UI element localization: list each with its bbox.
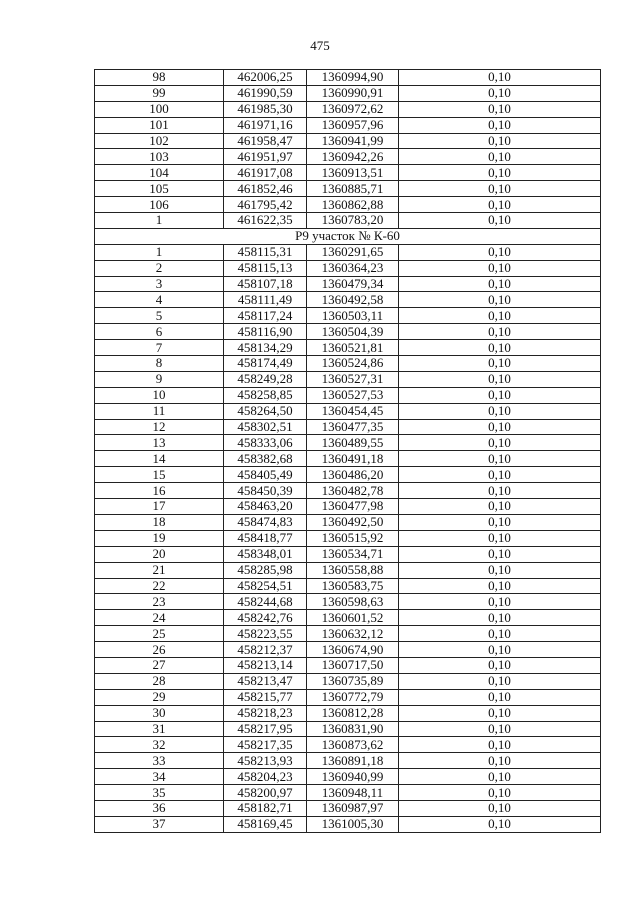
x-coordinate-cell: 458134,29 bbox=[224, 340, 307, 356]
point-number-cell: 104 bbox=[95, 165, 224, 181]
y-coordinate-cell: 1360942,26 bbox=[307, 149, 399, 165]
point-number-cell: 35 bbox=[95, 785, 224, 801]
table-row bbox=[95, 689, 601, 705]
value-cell: 0,10 bbox=[399, 753, 601, 769]
table-row bbox=[95, 578, 601, 594]
x-coordinate-cell: 458405,49 bbox=[224, 467, 307, 483]
table-row bbox=[95, 213, 601, 229]
value-cell: 0,10 bbox=[399, 371, 601, 387]
y-coordinate-cell: 1360601,52 bbox=[307, 610, 399, 626]
y-coordinate-cell: 1360990,91 bbox=[307, 85, 399, 101]
y-coordinate-cell: 1360291,65 bbox=[307, 244, 399, 260]
value-cell: 0,10 bbox=[399, 419, 601, 435]
table-row bbox=[95, 785, 601, 801]
point-number-cell: 1 bbox=[95, 213, 224, 229]
value-cell: 0,10 bbox=[399, 149, 601, 165]
table-row bbox=[95, 276, 601, 292]
point-number-cell: 19 bbox=[95, 530, 224, 546]
y-coordinate-cell: 1360489,55 bbox=[307, 435, 399, 451]
point-number-cell: 36 bbox=[95, 800, 224, 816]
table-row bbox=[95, 562, 601, 578]
value-cell: 0,10 bbox=[399, 324, 601, 340]
y-coordinate-cell: 1360812,28 bbox=[307, 705, 399, 721]
x-coordinate-cell: 461622,35 bbox=[224, 213, 307, 229]
point-number-cell: 23 bbox=[95, 594, 224, 610]
y-coordinate-cell: 1360491,18 bbox=[307, 451, 399, 467]
table-row bbox=[95, 70, 601, 86]
x-coordinate-cell: 461971,16 bbox=[224, 117, 307, 133]
x-coordinate-cell: 458117,24 bbox=[224, 308, 307, 324]
table-row bbox=[95, 356, 601, 372]
value-cell: 0,10 bbox=[399, 70, 601, 86]
x-coordinate-cell: 458450,39 bbox=[224, 483, 307, 499]
value-cell: 0,10 bbox=[399, 483, 601, 499]
value-cell: 0,10 bbox=[399, 467, 601, 483]
table-row bbox=[95, 721, 601, 737]
table-row bbox=[95, 594, 601, 610]
value-cell: 0,10 bbox=[399, 85, 601, 101]
table-row bbox=[95, 149, 601, 165]
x-coordinate-cell: 458258,85 bbox=[224, 387, 307, 403]
y-coordinate-cell: 1360885,71 bbox=[307, 181, 399, 197]
value-cell: 0,10 bbox=[399, 816, 601, 832]
table-row bbox=[95, 816, 601, 832]
table-row bbox=[95, 308, 601, 324]
table-row bbox=[95, 530, 601, 546]
x-coordinate-cell: 461985,30 bbox=[224, 101, 307, 117]
x-coordinate-cell: 458169,45 bbox=[224, 816, 307, 832]
x-coordinate-cell: 458204,23 bbox=[224, 769, 307, 785]
x-coordinate-cell: 458302,51 bbox=[224, 419, 307, 435]
y-coordinate-cell: 1360987,97 bbox=[307, 800, 399, 816]
y-coordinate-cell: 1360940,99 bbox=[307, 769, 399, 785]
x-coordinate-cell: 458182,71 bbox=[224, 800, 307, 816]
point-number-cell: 30 bbox=[95, 705, 224, 721]
table-row bbox=[95, 673, 601, 689]
value-cell: 0,10 bbox=[399, 387, 601, 403]
value-cell: 0,10 bbox=[399, 292, 601, 308]
table-body-section bbox=[95, 244, 601, 832]
x-coordinate-cell: 461795,42 bbox=[224, 197, 307, 213]
value-cell: 0,10 bbox=[399, 626, 601, 642]
x-coordinate-cell: 458213,14 bbox=[224, 657, 307, 673]
x-coordinate-cell: 458174,49 bbox=[224, 356, 307, 372]
point-number-cell: 25 bbox=[95, 626, 224, 642]
y-coordinate-cell: 1360503,11 bbox=[307, 308, 399, 324]
point-number-cell: 24 bbox=[95, 610, 224, 626]
point-number-cell: 18 bbox=[95, 514, 224, 530]
y-coordinate-cell: 1360994,90 bbox=[307, 70, 399, 86]
y-coordinate-cell: 1360524,86 bbox=[307, 356, 399, 372]
section-title: Р9 участок № К-60 bbox=[95, 228, 601, 244]
point-number-cell: 9 bbox=[95, 371, 224, 387]
value-cell: 0,10 bbox=[399, 101, 601, 117]
point-number-cell: 8 bbox=[95, 356, 224, 372]
x-coordinate-cell: 458463,20 bbox=[224, 499, 307, 515]
y-coordinate-cell: 1360504,39 bbox=[307, 324, 399, 340]
value-cell: 0,10 bbox=[399, 689, 601, 705]
value-cell: 0,10 bbox=[399, 657, 601, 673]
value-cell: 0,10 bbox=[399, 610, 601, 626]
point-number-cell: 17 bbox=[95, 499, 224, 515]
table-row bbox=[95, 610, 601, 626]
y-coordinate-cell: 1360527,31 bbox=[307, 371, 399, 387]
value-cell: 0,10 bbox=[399, 244, 601, 260]
value-cell: 0,10 bbox=[399, 181, 601, 197]
x-coordinate-cell: 458213,93 bbox=[224, 753, 307, 769]
table-row bbox=[95, 419, 601, 435]
value-cell: 0,10 bbox=[399, 546, 601, 562]
point-number-cell: 26 bbox=[95, 642, 224, 658]
x-coordinate-cell: 461917,08 bbox=[224, 165, 307, 181]
y-coordinate-cell: 1360957,96 bbox=[307, 117, 399, 133]
x-coordinate-cell: 458242,76 bbox=[224, 610, 307, 626]
x-coordinate-cell: 458115,31 bbox=[224, 244, 307, 260]
x-coordinate-cell: 458264,50 bbox=[224, 403, 307, 419]
point-number-cell: 2 bbox=[95, 260, 224, 276]
table-row bbox=[95, 244, 601, 260]
point-number-cell: 7 bbox=[95, 340, 224, 356]
page-number: 475 bbox=[310, 38, 330, 53]
x-coordinate-cell: 458474,83 bbox=[224, 514, 307, 530]
point-number-cell: 11 bbox=[95, 403, 224, 419]
point-number-cell: 37 bbox=[95, 816, 224, 832]
x-coordinate-cell: 458217,95 bbox=[224, 721, 307, 737]
y-coordinate-cell: 1360941,99 bbox=[307, 133, 399, 149]
y-coordinate-cell: 1360534,71 bbox=[307, 546, 399, 562]
point-number-cell: 106 bbox=[95, 197, 224, 213]
y-coordinate-cell: 1360831,90 bbox=[307, 721, 399, 737]
point-number-cell: 28 bbox=[95, 673, 224, 689]
point-number-cell: 20 bbox=[95, 546, 224, 562]
value-cell: 0,10 bbox=[399, 356, 601, 372]
y-coordinate-cell: 1360479,34 bbox=[307, 276, 399, 292]
y-coordinate-cell: 1360482,78 bbox=[307, 483, 399, 499]
value-cell: 0,10 bbox=[399, 673, 601, 689]
x-coordinate-cell: 458217,35 bbox=[224, 737, 307, 753]
x-coordinate-cell: 458348,01 bbox=[224, 546, 307, 562]
point-number-cell: 29 bbox=[95, 689, 224, 705]
value-cell: 0,10 bbox=[399, 117, 601, 133]
point-number-cell: 5 bbox=[95, 308, 224, 324]
y-coordinate-cell: 1361005,30 bbox=[307, 816, 399, 832]
point-number-cell: 34 bbox=[95, 769, 224, 785]
table-row bbox=[95, 387, 601, 403]
x-coordinate-cell: 461852,46 bbox=[224, 181, 307, 197]
table-row bbox=[95, 292, 601, 308]
value-cell: 0,10 bbox=[399, 594, 601, 610]
point-number-cell: 98 bbox=[95, 70, 224, 86]
y-coordinate-cell: 1360477,35 bbox=[307, 419, 399, 435]
table-row bbox=[95, 260, 601, 276]
table-row bbox=[95, 657, 601, 673]
point-number-cell: 33 bbox=[95, 753, 224, 769]
table-row bbox=[95, 626, 601, 642]
y-coordinate-cell: 1360527,53 bbox=[307, 387, 399, 403]
y-coordinate-cell: 1360717,50 bbox=[307, 657, 399, 673]
point-number-cell: 6 bbox=[95, 324, 224, 340]
value-cell: 0,10 bbox=[399, 499, 601, 515]
table-row bbox=[95, 451, 601, 467]
table-row bbox=[95, 371, 601, 387]
value-cell: 0,10 bbox=[399, 737, 601, 753]
table-row bbox=[95, 737, 601, 753]
x-coordinate-cell: 458333,06 bbox=[224, 435, 307, 451]
value-cell: 0,10 bbox=[399, 785, 601, 801]
table-row bbox=[95, 435, 601, 451]
y-coordinate-cell: 1360674,90 bbox=[307, 642, 399, 658]
table-row bbox=[95, 85, 601, 101]
point-number-cell: 13 bbox=[95, 435, 224, 451]
x-coordinate-cell: 458218,23 bbox=[224, 705, 307, 721]
point-number-cell: 15 bbox=[95, 467, 224, 483]
point-number-cell: 10 bbox=[95, 387, 224, 403]
y-coordinate-cell: 1360486,20 bbox=[307, 467, 399, 483]
value-cell: 0,10 bbox=[399, 260, 601, 276]
table-row bbox=[95, 499, 601, 515]
point-number-cell: 31 bbox=[95, 721, 224, 737]
value-cell: 0,10 bbox=[399, 705, 601, 721]
point-number-cell: 4 bbox=[95, 292, 224, 308]
y-coordinate-cell: 1360948,11 bbox=[307, 785, 399, 801]
table-row bbox=[95, 181, 601, 197]
table-row bbox=[95, 197, 601, 213]
point-number-cell: 105 bbox=[95, 181, 224, 197]
table-row bbox=[95, 403, 601, 419]
x-coordinate-cell: 458116,90 bbox=[224, 324, 307, 340]
value-cell: 0,10 bbox=[399, 800, 601, 816]
value-cell: 0,10 bbox=[399, 642, 601, 658]
value-cell: 0,10 bbox=[399, 435, 601, 451]
x-coordinate-cell: 458111,49 bbox=[224, 292, 307, 308]
section-header-row bbox=[95, 228, 601, 244]
y-coordinate-cell: 1360492,58 bbox=[307, 292, 399, 308]
table-row bbox=[95, 769, 601, 785]
point-number-cell: 21 bbox=[95, 562, 224, 578]
x-coordinate-cell: 462006,25 bbox=[224, 70, 307, 86]
y-coordinate-cell: 1360972,62 bbox=[307, 101, 399, 117]
point-number-cell: 12 bbox=[95, 419, 224, 435]
point-number-cell: 1 bbox=[95, 244, 224, 260]
point-number-cell: 22 bbox=[95, 578, 224, 594]
value-cell: 0,10 bbox=[399, 578, 601, 594]
y-coordinate-cell: 1360492,50 bbox=[307, 514, 399, 530]
x-coordinate-cell: 458382,68 bbox=[224, 451, 307, 467]
y-coordinate-cell: 1360558,88 bbox=[307, 562, 399, 578]
point-number-cell: 100 bbox=[95, 101, 224, 117]
x-coordinate-cell: 458418,77 bbox=[224, 530, 307, 546]
x-coordinate-cell: 458213,47 bbox=[224, 673, 307, 689]
y-coordinate-cell: 1360515,92 bbox=[307, 530, 399, 546]
coordinates-table bbox=[94, 69, 601, 833]
value-cell: 0,10 bbox=[399, 276, 601, 292]
y-coordinate-cell: 1360598,63 bbox=[307, 594, 399, 610]
y-coordinate-cell: 1360632,12 bbox=[307, 626, 399, 642]
table-row bbox=[95, 101, 601, 117]
section-header-body bbox=[95, 228, 601, 244]
value-cell: 0,10 bbox=[399, 213, 601, 229]
value-cell: 0,10 bbox=[399, 530, 601, 546]
table-row bbox=[95, 546, 601, 562]
x-coordinate-cell: 458244,68 bbox=[224, 594, 307, 610]
point-number-cell: 32 bbox=[95, 737, 224, 753]
table-row bbox=[95, 483, 601, 499]
x-coordinate-cell: 461990,59 bbox=[224, 85, 307, 101]
value-cell: 0,10 bbox=[399, 165, 601, 181]
value-cell: 0,10 bbox=[399, 133, 601, 149]
y-coordinate-cell: 1360862,88 bbox=[307, 197, 399, 213]
y-coordinate-cell: 1360735,89 bbox=[307, 673, 399, 689]
point-number-cell: 102 bbox=[95, 133, 224, 149]
y-coordinate-cell: 1360583,75 bbox=[307, 578, 399, 594]
y-coordinate-cell: 1360913,51 bbox=[307, 165, 399, 181]
value-cell: 0,10 bbox=[399, 197, 601, 213]
point-number-cell: 16 bbox=[95, 483, 224, 499]
table-row bbox=[95, 324, 601, 340]
table-row bbox=[95, 133, 601, 149]
y-coordinate-cell: 1360454,45 bbox=[307, 403, 399, 419]
x-coordinate-cell: 458212,37 bbox=[224, 642, 307, 658]
table-row bbox=[95, 753, 601, 769]
x-coordinate-cell: 461951,97 bbox=[224, 149, 307, 165]
y-coordinate-cell: 1360521,81 bbox=[307, 340, 399, 356]
x-coordinate-cell: 458115,13 bbox=[224, 260, 307, 276]
x-coordinate-cell: 458285,98 bbox=[224, 562, 307, 578]
table-row bbox=[95, 340, 601, 356]
x-coordinate-cell: 461958,47 bbox=[224, 133, 307, 149]
table-body-top bbox=[95, 70, 601, 229]
y-coordinate-cell: 1360783,20 bbox=[307, 213, 399, 229]
value-cell: 0,10 bbox=[399, 769, 601, 785]
y-coordinate-cell: 1360477,98 bbox=[307, 499, 399, 515]
x-coordinate-cell: 458215,77 bbox=[224, 689, 307, 705]
table-row bbox=[95, 642, 601, 658]
point-number-cell: 101 bbox=[95, 117, 224, 133]
y-coordinate-cell: 1360772,79 bbox=[307, 689, 399, 705]
table-row bbox=[95, 117, 601, 133]
table-row bbox=[95, 467, 601, 483]
point-number-cell: 99 bbox=[95, 85, 224, 101]
y-coordinate-cell: 1360364,23 bbox=[307, 260, 399, 276]
value-cell: 0,10 bbox=[399, 340, 601, 356]
table-row bbox=[95, 705, 601, 721]
table-row bbox=[95, 165, 601, 181]
x-coordinate-cell: 458254,51 bbox=[224, 578, 307, 594]
point-number-cell: 14 bbox=[95, 451, 224, 467]
value-cell: 0,10 bbox=[399, 308, 601, 324]
x-coordinate-cell: 458249,28 bbox=[224, 371, 307, 387]
y-coordinate-cell: 1360873,62 bbox=[307, 737, 399, 753]
point-number-cell: 27 bbox=[95, 657, 224, 673]
value-cell: 0,10 bbox=[399, 451, 601, 467]
x-coordinate-cell: 458223,55 bbox=[224, 626, 307, 642]
point-number-cell: 3 bbox=[95, 276, 224, 292]
table-row bbox=[95, 514, 601, 530]
value-cell: 0,10 bbox=[399, 721, 601, 737]
point-number-cell: 103 bbox=[95, 149, 224, 165]
value-cell: 0,10 bbox=[399, 403, 601, 419]
x-coordinate-cell: 458107,18 bbox=[224, 276, 307, 292]
x-coordinate-cell: 458200,97 bbox=[224, 785, 307, 801]
table-row bbox=[95, 800, 601, 816]
value-cell: 0,10 bbox=[399, 562, 601, 578]
value-cell: 0,10 bbox=[399, 514, 601, 530]
y-coordinate-cell: 1360891,18 bbox=[307, 753, 399, 769]
